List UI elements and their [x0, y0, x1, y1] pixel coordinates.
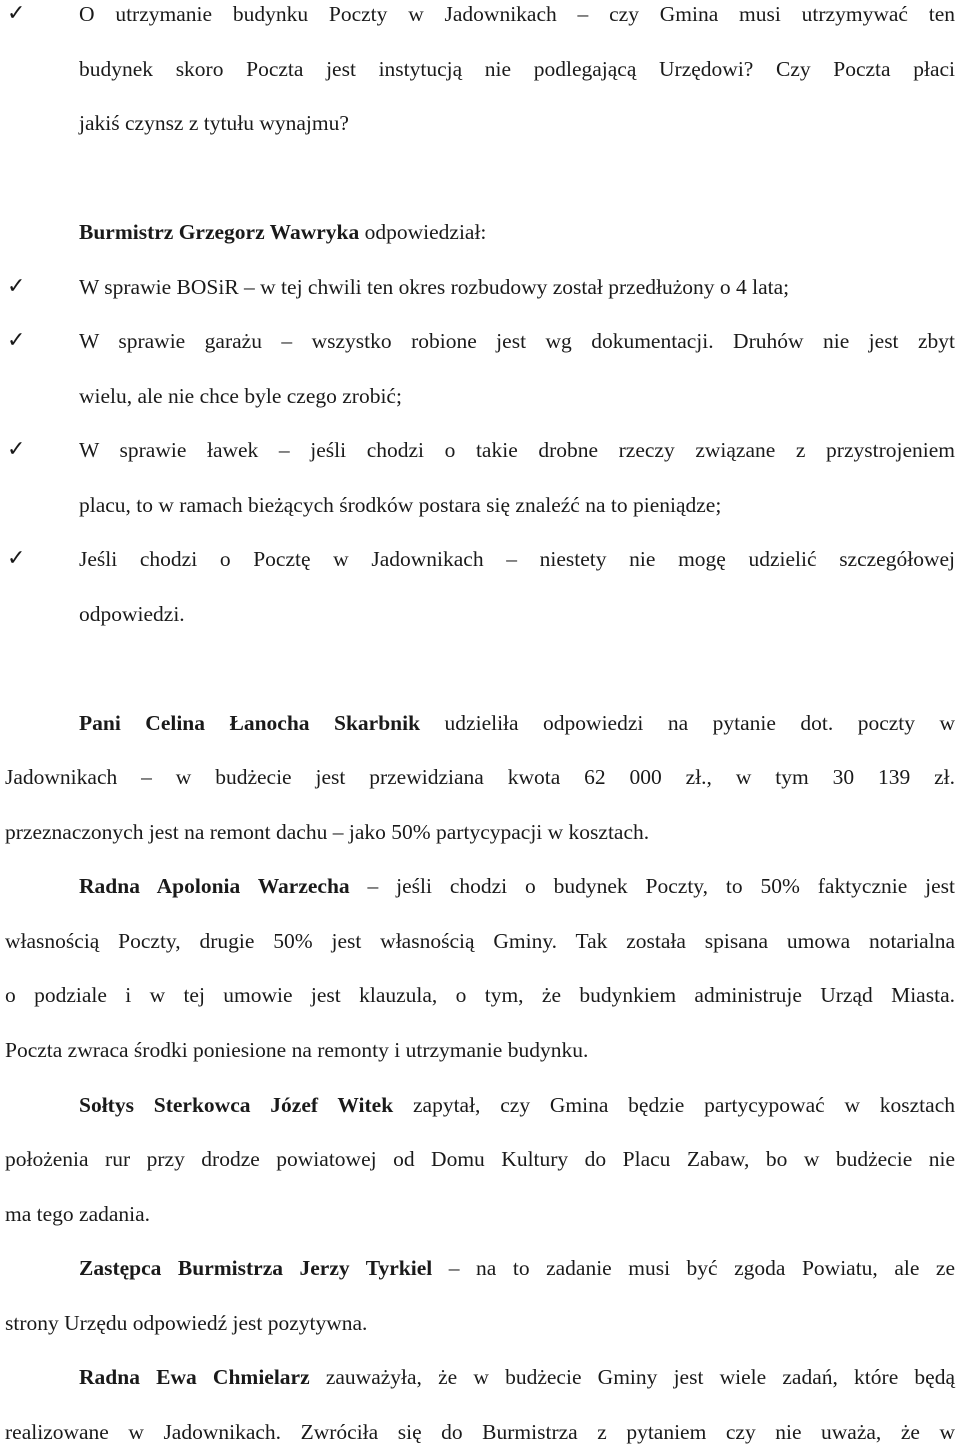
text-line [79, 1363, 955, 1391]
text-line: W sprawie BOSiR – w tej chwili ten okres rozbudowy został przedłużony o 4 lata; [79, 275, 790, 299]
text-line [79, 1254, 955, 1282]
text-line [79, 872, 955, 900]
text-line: W sprawie ławek – jeśli chodzi o takie drobne rzeczy związane z przystrojeniem [79, 438, 955, 462]
text-span: – jeśli chodzi o budynek Poczty, to 50% faktycznie jest [349, 874, 955, 898]
text-line [79, 218, 486, 246]
text-line: ma tego zadania. [5, 1202, 151, 1226]
text-line: strony Urzędu odpowiedź jest pozytywna. [5, 1311, 368, 1335]
text-line: Jeśli chodzi o Pocztę w Jadownikach – niestety nie mogę udzielić szczegółowej [79, 547, 955, 571]
checkmark-icon: ✓ [7, 437, 26, 462]
text-line [79, 709, 955, 737]
text-span: odpowiedział: [359, 220, 487, 244]
checkmark-icon: ✓ [7, 546, 26, 571]
speaker-name: Radna Ewa Chmielarz [79, 1365, 310, 1389]
speaker-name: Burmistrz Grzegorz Wawryka [79, 220, 360, 244]
text-line: realizowane w Jadownikach. Zwróciła się do Burmistrza z pytaniem czy nie uważa, że w [5, 1420, 955, 1444]
text-line: położenia rur przy drodze powiatowej od Domu Kultury do Placu Zabaw, bo w budżecie nie [5, 1147, 955, 1171]
text-span: udzieliła odpowiedzi na pytanie dot. poczty w [420, 711, 956, 735]
text-line: W sprawie garażu – wszystko robione jest wg dokumentacji. Druhów nie jest zbyt [79, 329, 955, 353]
checkmark-icon: ✓ [7, 1, 26, 26]
speaker-name: Pani Celina Łanocha Skarbnik [79, 711, 421, 735]
text-span: zapytał, czy Gmina będzie partycypować w kosztach [393, 1093, 955, 1117]
text-line: budynek skoro Poczta jest instytucją nie podlegającą Urzędowi? Czy Poczta płaci [79, 57, 955, 81]
text-span: zauważyła, że w budżecie Gminy jest wiele zadań, które będą [309, 1365, 956, 1389]
text-line: o podziale i w tej umowie jest klauzula, o tym, że budynkiem administruje Urząd Miasta. [5, 983, 955, 1007]
text-line: placu, to w ramach bieżących środków postara się znaleźć na to pieniądze; [79, 493, 722, 517]
text-line: Jadownikach – w budżecie jest przewidziana kwota 62 000 zł., w tym 30 139 zł. [5, 765, 955, 789]
text-line: własnością Poczty, drugie 50% jest własnością Gminy. Tak została spisana umowa notarialna [5, 929, 955, 953]
speaker-name: Radna Apolonia Warzecha [79, 874, 350, 898]
text-line [79, 1091, 955, 1119]
speaker-name: Zastępca Burmistrza Jerzy Tyrkiel [79, 1256, 433, 1280]
checkmark-icon: ✓ [7, 328, 26, 353]
checkmark-icon: ✓ [7, 274, 26, 299]
text-line: jakiś czynsz z tytułu wynajmu? [79, 111, 349, 135]
text-span: – na to zadanie musi być zgoda Powiatu, ale ze [432, 1256, 955, 1280]
text-line: Poczta zwraca środki poniesione na remonty i utrzymanie budynku. [5, 1038, 589, 1062]
text-line: O utrzymanie budynku Poczty w Jadownikach – czy Gmina musi utrzymywać ten [79, 2, 955, 26]
speaker-name: Sołtys Sterkowca Józef Witek [79, 1093, 394, 1117]
text-line: wielu, ale nie chce byle czego zrobić; [79, 384, 402, 408]
text-line: przeznaczonych jest na remont dachu – jako 50% partycypacji w kosztach. [5, 820, 650, 844]
text-line: odpowiedzi. [79, 602, 185, 626]
